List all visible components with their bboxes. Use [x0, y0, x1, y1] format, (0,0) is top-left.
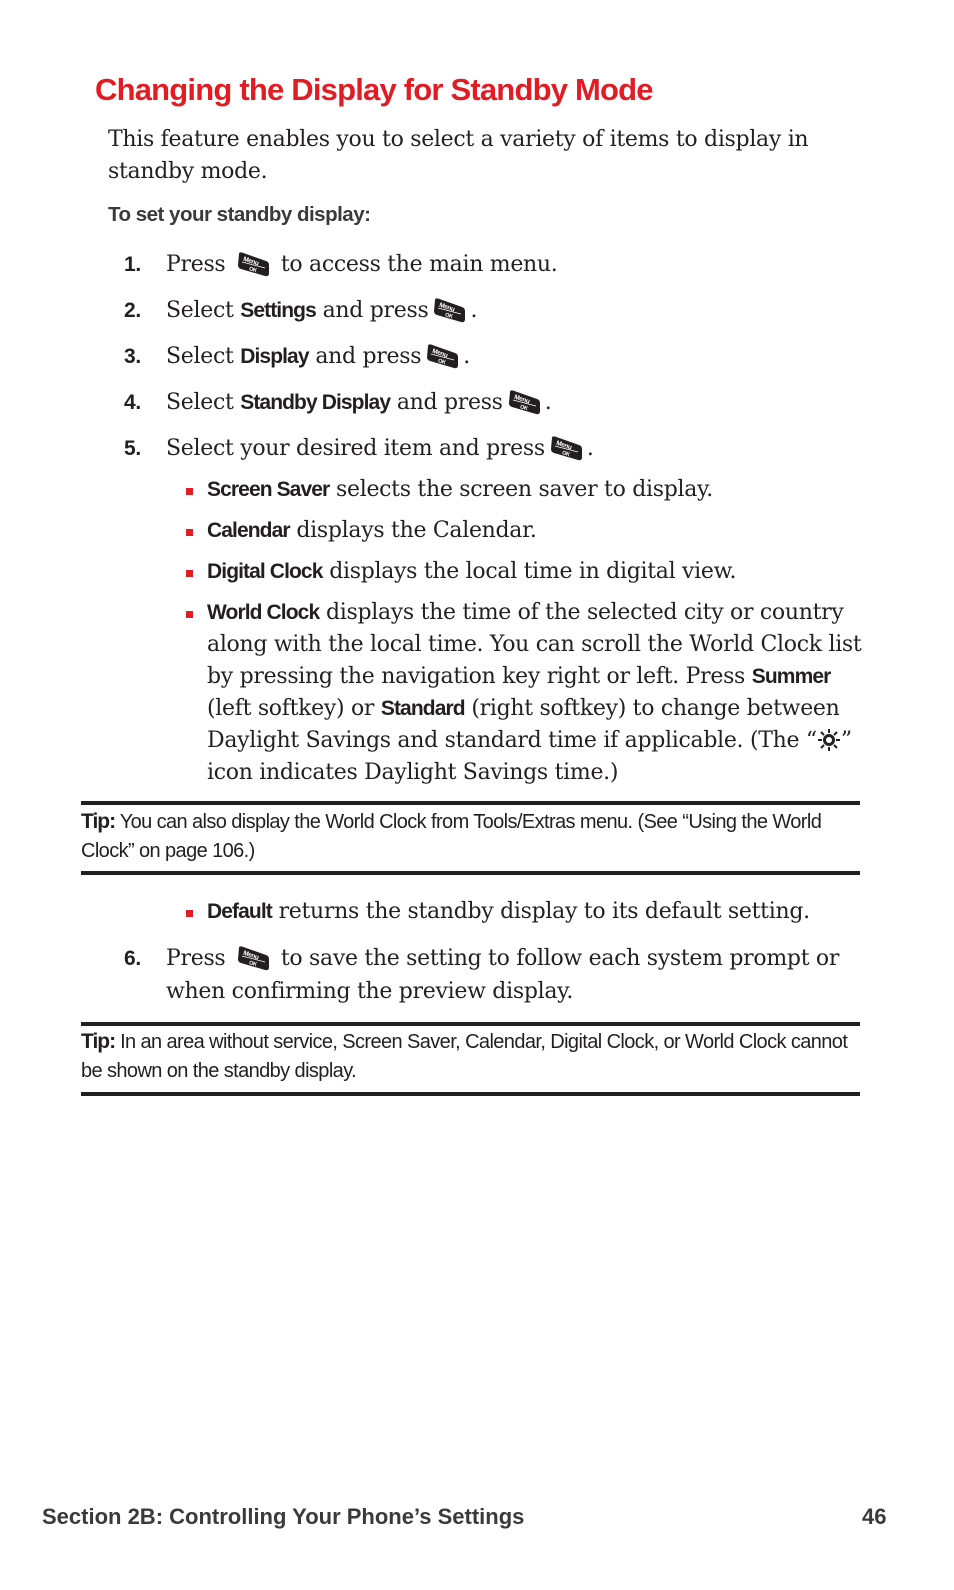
menu-key-label-top: Menu	[242, 949, 260, 962]
menu-item-name: Settings	[240, 299, 316, 322]
option-name: Calendar	[207, 519, 290, 542]
tip-text: You can also display the World Clock from Tools/Extras menu. (See “Using the World Clock” on page 106.)	[81, 811, 822, 862]
option-description: displays the local time in digital view.	[329, 559, 737, 584]
step-text: Select	[166, 390, 234, 415]
step-text: .	[470, 298, 478, 323]
bullet-square-icon	[186, 910, 193, 917]
option-name: Default	[207, 900, 272, 923]
softkey-name: Summer	[751, 665, 831, 688]
tip-label: Tip:	[81, 810, 116, 833]
menu-item-name: Display	[240, 345, 309, 368]
menu-key-label-top: Menu	[431, 347, 449, 360]
tip-bottom-rule	[81, 1092, 860, 1096]
option-name: Digital Clock	[207, 560, 323, 583]
option-description: ” icon indicates Daylight Savings time.)	[207, 728, 852, 785]
bullet-square-icon	[186, 529, 193, 536]
procedure-heading: To set your standby display:	[108, 203, 371, 226]
daylight-savings-sun-icon	[817, 728, 841, 752]
menu-item-name: Standby Display	[240, 391, 391, 414]
tip-box	[81, 807, 860, 866]
menu-ok-key-icon	[236, 251, 270, 278]
step-text: and press	[315, 344, 422, 369]
option-description: displays the time of the selected city or country along with the local time. You can scroll the World Clock list by pressing the navigation key right or left. Press	[207, 600, 862, 689]
menu-ok-key-icon	[507, 389, 541, 416]
step-text: Select	[166, 344, 234, 369]
page-number: 46	[862, 1504, 887, 1529]
step-text: .	[544, 390, 552, 415]
tip-text: In an area without service, Screen Saver, Calendar, Digital Clock, or World Clock cannot be shown on the standby display.	[81, 1031, 848, 1082]
option-name: World Clock	[207, 601, 320, 624]
option-description: displays the Calendar.	[296, 518, 537, 543]
step-number: 2.	[124, 299, 141, 322]
option-description: returns the standby display to its default setting.	[278, 899, 810, 924]
step-text: and press	[322, 298, 429, 323]
tip-top-rule	[81, 801, 860, 805]
step-text: to save the setting to follow each system prompt or when confirming the preview display.	[166, 946, 840, 1004]
step-text: to access the main menu.	[280, 252, 558, 277]
option-description: (left softkey) or	[207, 696, 375, 721]
menu-key-label-bottom: OK	[248, 960, 258, 969]
step-1	[108, 248, 858, 282]
menu-key-label-bottom: OK	[444, 312, 454, 321]
bullet-square-icon	[186, 611, 193, 618]
step-text: .	[463, 344, 470, 369]
section-footer: Section 2B: Controlling Your Phone’s Settings	[42, 1504, 525, 1529]
step-3	[108, 340, 858, 374]
bullet-square-icon	[186, 488, 193, 495]
softkey-name: Standard	[380, 697, 465, 720]
menu-key-label-bottom: OK	[437, 358, 447, 367]
page-title: Changing the Display for Standby Mode	[95, 72, 653, 107]
step-5	[108, 432, 858, 466]
bullet-square-icon	[186, 570, 193, 577]
menu-key-label-bottom: OK	[518, 404, 528, 413]
menu-key-label-bottom: OK	[248, 266, 258, 275]
menu-ok-key-icon	[432, 297, 466, 324]
menu-key-label-top: Menu	[512, 393, 531, 406]
menu-key-label-top: Menu	[242, 255, 260, 268]
step-2	[108, 294, 858, 328]
tip-box	[81, 1027, 860, 1086]
menu-ok-key-icon	[236, 945, 270, 972]
intro-paragraph: This feature enables you to select a variety of items to display in standby mode.	[108, 127, 809, 184]
step-number: 1.	[124, 253, 141, 276]
step-number: 4.	[124, 391, 141, 414]
step-4	[108, 386, 858, 420]
step-number: 5.	[124, 437, 141, 460]
step-text: and press	[396, 390, 503, 415]
step-text: .	[586, 436, 594, 461]
tip-label: Tip:	[81, 1030, 116, 1053]
menu-key-label-top: Menu	[438, 301, 456, 314]
step-text: Select	[166, 298, 234, 323]
option-description: selects the screen saver to display.	[336, 477, 713, 502]
step-number: 6.	[124, 947, 141, 970]
option-description: (right softkey) to change between Daylight Savings and standard time if applicable. (The “	[207, 696, 840, 753]
tip-bottom-rule	[81, 871, 860, 875]
step-text: Press	[166, 946, 226, 971]
menu-key-label-top: Menu	[555, 439, 573, 452]
tip-top-rule	[81, 1022, 860, 1026]
step-text: Select your desired item and press	[166, 436, 545, 461]
step-number: 3.	[124, 345, 141, 368]
menu-key-label-bottom: OK	[560, 450, 571, 459]
option-name: Screen Saver	[207, 478, 330, 501]
menu-ok-key-icon	[549, 435, 583, 462]
menu-ok-key-icon	[425, 343, 459, 370]
step-text: Press	[166, 252, 226, 277]
